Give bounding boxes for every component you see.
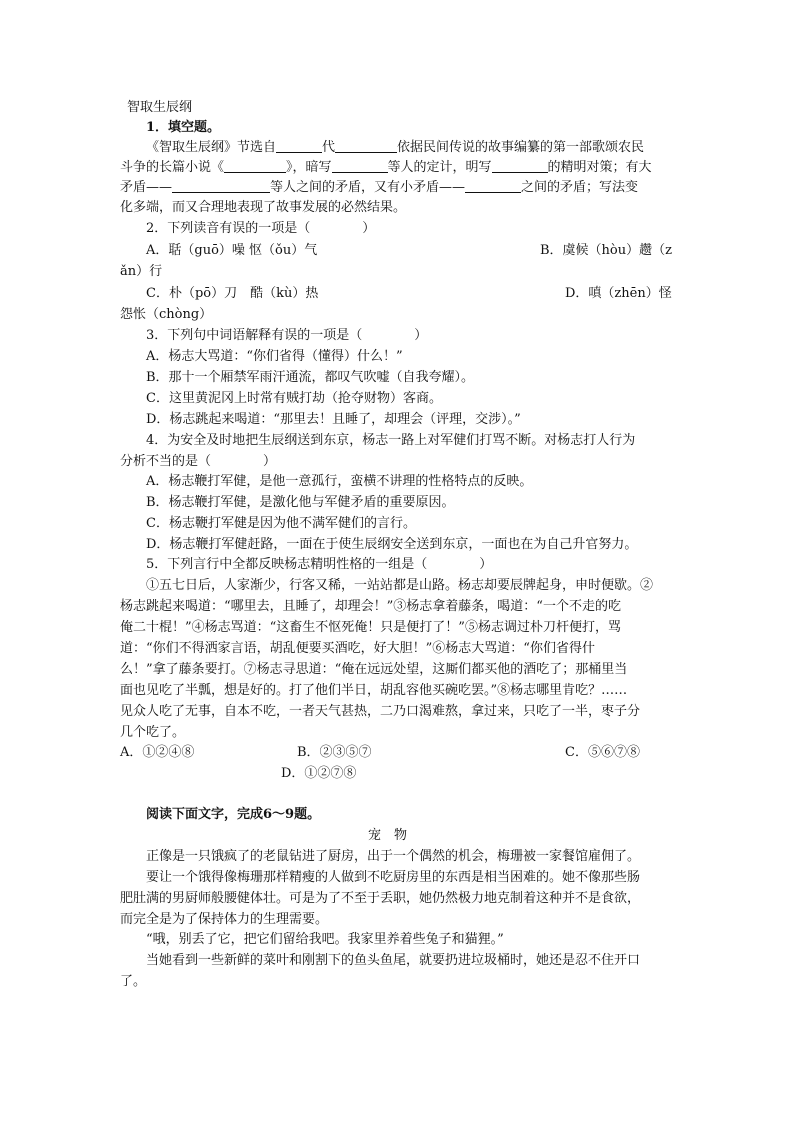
q5-passage-1: ①五七日后，人家渐少，行客又稀，一站站都是山路。杨志却要辰牌起身，申时便歇。② bbox=[146, 578, 654, 593]
q3-option-b: B．那十一个厢禁军雨汗通流，都叹气吹嘘（自我夸耀）。 bbox=[146, 370, 475, 385]
q2-option-c: C．朴（pō）刀 酷（kù）热 bbox=[146, 286, 319, 301]
q2-option-a: A．聒（guō）噪 怄（ǒu）气 bbox=[146, 243, 318, 258]
q5-option-d: D．①②⑦⑧ bbox=[281, 766, 357, 781]
blank-minor-conflict bbox=[465, 179, 521, 193]
reading-para-4: 当她看到一些新鲜的菜叶和刚割下的鱼头鱼尾，就要扔进垃圾桶时，她还是忍不住开口 bbox=[146, 953, 641, 968]
reading-para-2: 要让一个饿得像梅珊那样精瘦的人做到不吃厨房里的东西是相当困难的。她不像那些肠 bbox=[146, 870, 641, 885]
q1-text-2c: 等人的定计，明写 bbox=[387, 160, 492, 175]
blank-dynasty bbox=[276, 139, 322, 153]
q5-passage-8: 几个吃了。 bbox=[120, 725, 186, 740]
reading-para-2-cont-2: 而完全是为了保持体力的生理需要。 bbox=[120, 912, 329, 927]
q1-heading: 1．填空题。 bbox=[146, 120, 221, 135]
q5-option-a: A．①②④⑧ bbox=[120, 745, 195, 760]
q2-option-d-cont: 怨怅（chòng） bbox=[120, 307, 213, 322]
q1-line-2 bbox=[120, 159, 652, 177]
q2-option-b: B．虞候（hòu）趱（z bbox=[540, 243, 672, 258]
reading-para-1: 正像是一只饿疯了的老鼠钻进了厨房，出于一个偶然的机会，梅珊被一家餐馆雇佣了。 bbox=[146, 849, 641, 864]
q4-option-a: A．杨志鞭打军健，是他一意孤行，蛮横不讲理的性格特点的反映。 bbox=[146, 474, 533, 489]
blank-yangzhi bbox=[492, 159, 548, 173]
reading-para-4-cont: 了。 bbox=[120, 974, 147, 989]
q5-passage-2: 杨志跳起来喝道：“哪里去，且睡了，却理会！”③杨志拿着藤条，喝道：“一个不走的吃 bbox=[120, 599, 621, 614]
q5-passage-5: 么！”拿了藤条要打。⑦杨志寻思道：“俺在远远处望，这厮们都买他的酒吃了；那桶里当 bbox=[120, 662, 628, 677]
q2-option-b-cont: ǎn）行 bbox=[120, 264, 163, 279]
q1-text-2b: 》，暗写 bbox=[286, 160, 332, 175]
q1-text-1c: 依据民间传说的故事编纂的第一部歌颂农民 bbox=[397, 140, 645, 155]
q1-text-3b: 等人之间的矛盾，又有小矛盾—— bbox=[270, 180, 466, 195]
q2-stem: 2．下列读音有误的一项是（ ） bbox=[146, 221, 376, 236]
blank-plotters bbox=[332, 159, 388, 173]
q5-option-c: C．⑤⑥⑦⑧ bbox=[565, 745, 640, 760]
q5-passage-3: 俺二十棍！”④杨志骂道：“这畜生不怄死俺！只是便打了！”⑤杨志调过朴刀杆便打，骂 bbox=[120, 620, 621, 635]
q3-stem: 3．下列句中词语解释有误的一项是（ ） bbox=[146, 328, 428, 343]
reading-heading: 阅读下面文字，完成6～9题。 bbox=[146, 807, 321, 822]
q1-text-3a: 矛盾—— bbox=[120, 180, 173, 195]
q4-stem-cont: 分析不当的是（ ） bbox=[120, 454, 277, 469]
page-title: 智取生辰纲 bbox=[127, 100, 193, 115]
blank-author bbox=[335, 139, 397, 153]
q1-text-2d: 的精明对策；有大 bbox=[547, 160, 652, 175]
q5-stem: 5．下列言行中全都反映杨志精明性格的一组是（ ） bbox=[146, 557, 493, 572]
q5-option-b: B．②③⑤⑦ bbox=[297, 745, 372, 760]
q5-passage-7: 见众人吃了无事，自本不吃，一者天气甚热，二乃口渴难熬，拿过来，只吃了一半，枣子分 bbox=[120, 704, 641, 719]
q3-option-d: D．杨志跳起来喝道：“那里去！且睡了，却理会（评理，交涉）。” bbox=[146, 412, 521, 427]
q1-text-1b: 代 bbox=[322, 140, 336, 155]
q4-option-c: C．杨志鞭打军健是因为他不满军健们的言行。 bbox=[146, 516, 416, 531]
q3-option-a: A．杨志大骂道：“你们省得（懂得）什么！” bbox=[146, 349, 403, 364]
q5-passage-6: 面也见吃了半瓢，想是好的。打了他们半日，胡乱容他买碗吃罢。”⑧杨志哪里肯吃？…… bbox=[120, 683, 628, 698]
q5-passage-4: 道：“你们不得洒家言语，胡乱便要买酒吃，好大胆！”⑥杨志大骂道：“你们省得什 bbox=[120, 641, 595, 656]
q4-stem: 4．为安全及时地把生辰纲送到东京，杨志一路上对军健们打骂不断。对杨志打人行为 bbox=[146, 433, 636, 448]
q1-line-3 bbox=[120, 179, 638, 197]
q1-text-1a: 《智取生辰纲》节选自 bbox=[146, 140, 277, 155]
q4-option-b: B．杨志鞭打军健，是激化他与军健矛盾的重要原因。 bbox=[146, 495, 455, 510]
blank-novel bbox=[224, 159, 286, 173]
blank-major-conflict bbox=[172, 179, 270, 193]
q1-line-1 bbox=[146, 139, 644, 157]
q1-text-2a: 斗争的长篇小说《 bbox=[120, 160, 225, 175]
reading-para-3: “哦，别丢了它，把它们留给我吧。我家里养着些兔子和猫狸。” bbox=[146, 932, 504, 947]
q4-option-d: D．杨志鞭打军健赶路，一面在于使生辰纲安全送到东京，一面也在为自己升官努力。 bbox=[146, 537, 638, 552]
q2-option-d: D．嗔（zhēn）怪 bbox=[565, 286, 672, 301]
q1-text-3c: 之间的矛盾；写法变 bbox=[521, 180, 639, 195]
q3-option-c: C．这里黄泥冈上时常有贼打劫（抢夺财物）客商。 bbox=[146, 391, 442, 406]
q1-line-4: 化多端，而又合理地表现了故事发展的必然结果。 bbox=[120, 200, 407, 215]
reading-para-2-cont-1: 肥肚满的男厨师般腰健体壮。可是为了不至于丢职，她仍然极力地克制着这种并不是食欲， bbox=[120, 891, 641, 906]
reading-title: 宠 物 bbox=[368, 828, 408, 843]
